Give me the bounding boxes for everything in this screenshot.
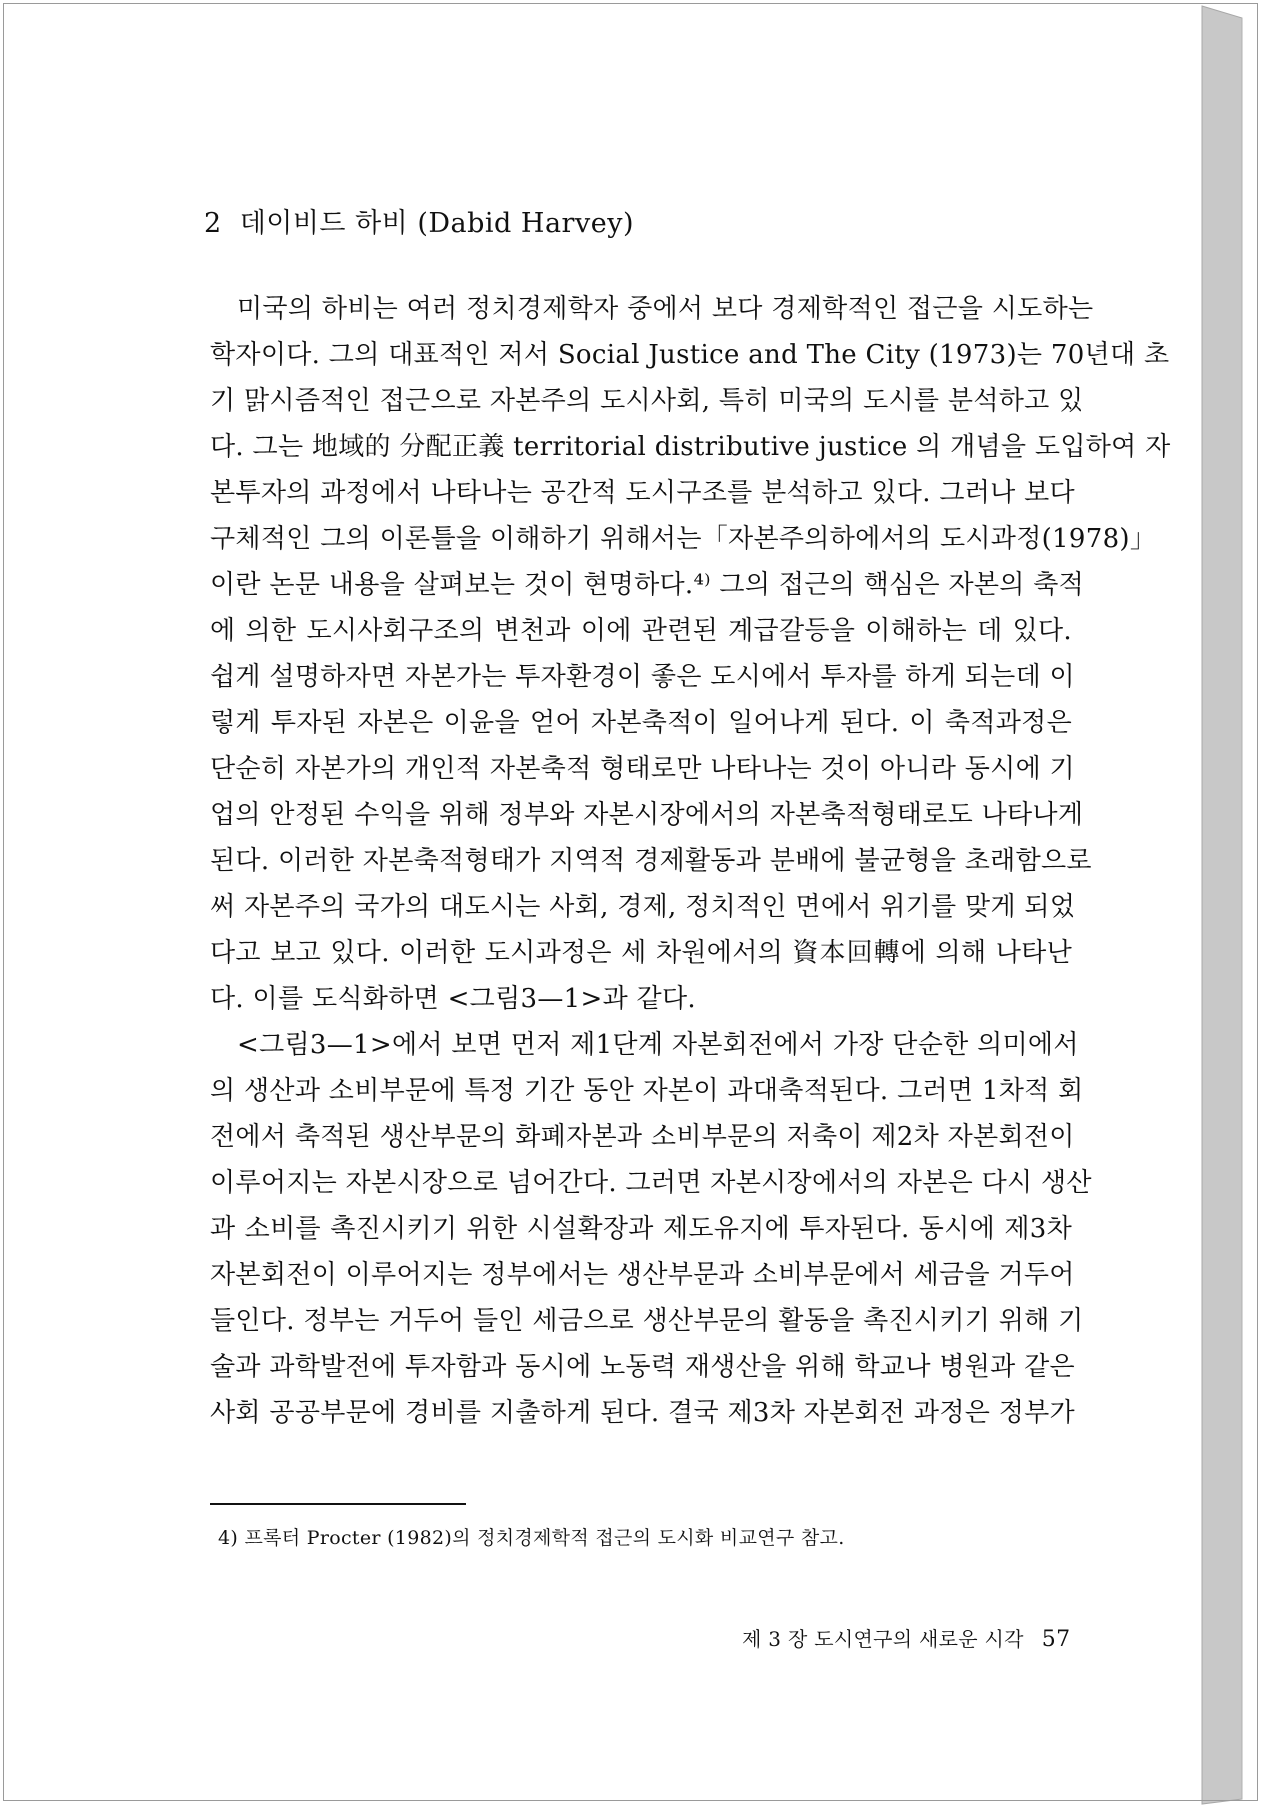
- body-line: 쉽게 설명하자면 자본가는 투자환경이 좋은 도시에서 투자를 하게 되는데 이: [210, 662, 1075, 692]
- body-line: 술과 과학발전에 투자함과 동시에 노동력 재생산을 위해 학교나 병원과 같은: [210, 1352, 1075, 1382]
- body-line: <그림3—1>에서 보면 먼저 제1단계 자본회전에서 가장 단순한 의미에서: [237, 1030, 1079, 1060]
- body-line: 이란 논문 내용을 살펴보는 것이 현명하다.⁴⁾ 그의 접근의 핵심은 자본의 축적: [210, 570, 1085, 600]
- body-line: 에 의한 도시사회구조의 변천과 이에 관련된 계급갈등을 이해하는 데 있다.: [210, 616, 1072, 646]
- body-line: 다. 이를 도식화하면 <그림3—1>과 같다.: [210, 984, 696, 1014]
- body-line: 렇게 투자된 자본은 이윤을 얻어 자본축적이 일어나게 된다. 이 축적과정은: [210, 708, 1072, 738]
- body-line: 구체적인 그의 이론틀을 이해하기 위해서는「자본주의하에서의 도시과정(1978)」: [210, 524, 1157, 554]
- chapter-title: 제 3 장 도시연구의 새로운 시각: [742, 1627, 1024, 1651]
- body-line: 기 맑시즘적인 접근으로 자본주의 도시사회, 특히 미국의 도시를 분석하고 있: [210, 386, 1084, 416]
- body-line: 다. 그는 地域的 分配正義 territorial distributive justice 의 개념을 도입하여 자: [210, 432, 1171, 462]
- body-line: 이루어지는 자본시장으로 넘어간다. 그러면 자본시장에서의 자본은 다시 생산: [210, 1168, 1092, 1198]
- body-line: 의 생산과 소비부문에 특정 기간 동안 자본이 과대축적된다. 그러면 1차적 회: [210, 1076, 1084, 1106]
- footnote: 4) 프록터 Procter (1982)의 정치경제학적 접근의 도시화 비교연구 참고.: [218, 1527, 845, 1549]
- body-line: 사회 공공부문에 경비를 지출하게 된다. 결국 제3차 자본회전 과정은 정부가: [210, 1398, 1075, 1428]
- body-line: 다고 보고 있다. 이러한 도시과정은 세 차원에서의 資本回轉에 의해 나타난: [210, 938, 1072, 968]
- body-line: 업의 안정된 수익을 위해 정부와 자본시장에서의 자본축적형태로도 나타나게: [210, 800, 1084, 830]
- body-line: 써 자본주의 국가의 대도시는 사회, 경제, 정치적인 면에서 위기를 맞게 되었: [210, 892, 1076, 922]
- body-line: 단순히 자본가의 개인적 자본축적 형태로만 나타나는 것이 아니라 동시에 기: [210, 754, 1075, 784]
- section-number: 2: [204, 208, 222, 239]
- body-line: 본투자의 과정에서 나타나는 공간적 도시구조를 분석하고 있다. 그러나 보다: [210, 478, 1075, 508]
- body-line: 전에서 축적된 생산부문의 화폐자본과 소비부문의 저축이 제2차 자본회전이: [210, 1122, 1075, 1152]
- body-line: 미국의 하비는 여러 정치경제학자 중에서 보다 경제학적인 접근을 시도하는: [237, 294, 1094, 324]
- body-line: 자본회전이 이루어지는 정부에서는 생산부문과 소비부문에서 세금을 거두어: [210, 1260, 1075, 1290]
- page-number: 57: [1041, 1627, 1071, 1652]
- body-line: 학자이다. 그의 대표적인 저서 Social Justice and The City (1973)는 70년대 초: [210, 340, 1170, 370]
- page-frame: [3, 3, 1258, 1801]
- body-line: 과 소비를 촉진시키기 위한 시설확장과 제도유지에 투자된다. 동시에 제3차: [210, 1214, 1072, 1244]
- section-title: 데이비드 하비 (Dabid Harvey): [239, 208, 634, 239]
- body-line: 들인다. 정부는 거두어 들인 세금으로 생산부문의 활동을 촉진시키기 위해 기: [210, 1306, 1084, 1336]
- body-line: 된다. 이러한 자본축적형태가 지역적 경제활동과 분배에 불균형을 초래함으로: [210, 846, 1092, 876]
